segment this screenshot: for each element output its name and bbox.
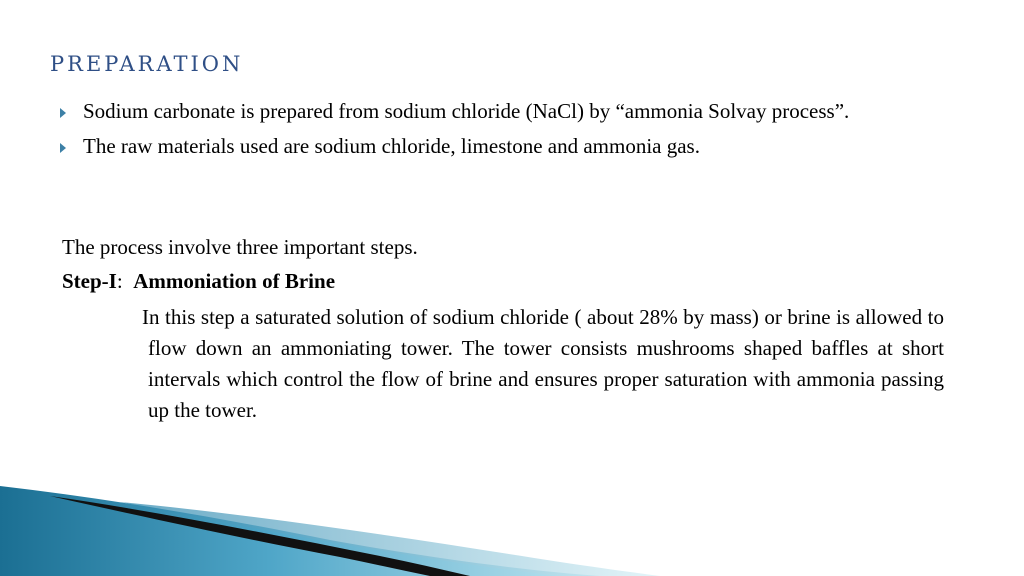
step-separator: : [116, 269, 123, 293]
step-title: Ammoniation of Brine [133, 269, 336, 293]
slide-title: preparation [50, 44, 244, 79]
bullet-text: Sodium carbonate is prepared from sodium chloride (NaCl) by “ammonia Solvay process”. [83, 99, 850, 123]
bullet-text: The raw materials used are sodium chloride, limestone and ammonia gas. [83, 134, 700, 158]
step-paragraph: In this step a saturated solution of sodium chloride ( about 28% by mass) or brine is allowed to flow down an ammoniating tower. The tower consists mushrooms shaped baffles at short intervals which control the flow of brine and ensures proper saturation with ammonia passing up the tower. [142, 305, 944, 422]
intro-text: The process involve three important steps. [62, 235, 418, 259]
step-label: Step-I [62, 269, 117, 293]
